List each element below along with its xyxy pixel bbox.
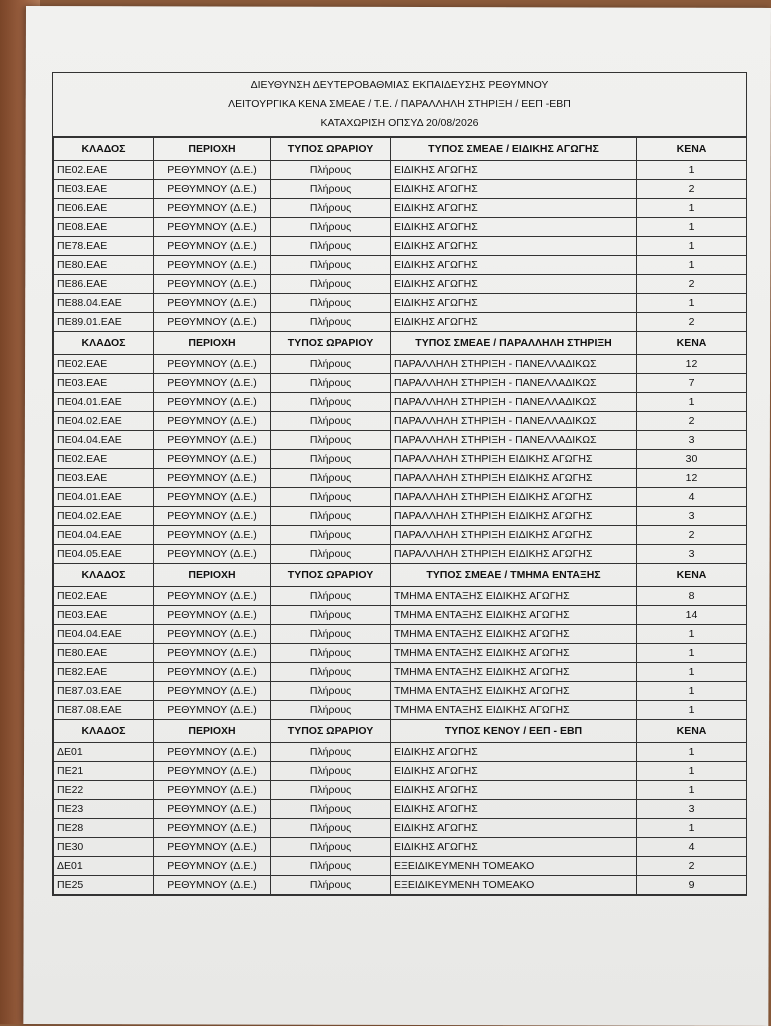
cell-vacancies: 1: [637, 256, 747, 275]
cell-unit-type: ΕΙΔΙΚΗΣ ΑΓΩΓΗΣ: [391, 781, 637, 800]
cell-unit-type: ΕΙΔΙΚΗΣ ΑΓΩΓΗΣ: [391, 313, 637, 332]
cell-branch: ΠΕ78.ΕΑΕ: [54, 237, 154, 256]
cell-vacancies: 1: [637, 701, 747, 720]
column-header-region: ΠΕΡΙΟΧΗ: [154, 720, 271, 743]
cell-schedule-type: Πλήρους: [271, 545, 391, 564]
cell-vacancies: 4: [637, 838, 747, 857]
cell-region: ΡΕΘΥΜΝΟΥ (Δ.Ε.): [154, 161, 271, 180]
cell-branch: ΔΕ01: [54, 743, 154, 762]
cell-region: ΡΕΘΥΜΝΟΥ (Δ.Ε.): [154, 393, 271, 412]
column-header-branch: ΚΛΑΔΟΣ: [54, 564, 154, 587]
cell-schedule-type: Πλήρους: [271, 743, 391, 762]
cell-schedule-type: Πλήρους: [271, 876, 391, 895]
vacancies-table: [53, 137, 747, 895]
cell-unit-type: ΠΑΡΑΛΛΗΛΗ ΣΤΗΡΙΞΗ - ΠΑΝΕΛΛΑΔΙΚΩΣ: [391, 412, 637, 431]
column-header-schedule-type: ΤΥΠΟΣ ΩΡΑΡΙΟΥ: [271, 720, 391, 743]
cell-vacancies: 1: [637, 237, 747, 256]
cell-branch: ΠΕ04.02.ΕΑΕ: [54, 412, 154, 431]
column-header-vacancies: ΚΕΝΑ: [637, 564, 747, 587]
cell-branch: ΠΕ02.ΕΑΕ: [54, 587, 154, 606]
table-row: [54, 374, 747, 393]
cell-branch: ΠΕ86.ΕΑΕ: [54, 275, 154, 294]
cell-unit-type: ΠΑΡΑΛΛΗΛΗ ΣΤΗΡΙΞΗ - ΠΑΝΕΛΛΑΔΙΚΩΣ: [391, 355, 637, 374]
cell-branch: ΠΕ30: [54, 838, 154, 857]
table-row: [54, 180, 747, 199]
cell-unit-type: ΤΜΗΜΑ ΕΝΤΑΞΗΣ ΕΙΔΙΚΗΣ ΑΓΩΓΗΣ: [391, 644, 637, 663]
cell-region: ΡΕΘΥΜΝΟΥ (Δ.Ε.): [154, 743, 271, 762]
cell-region: ΡΕΘΥΜΝΟΥ (Δ.Ε.): [154, 237, 271, 256]
cell-region: ΡΕΘΥΜΝΟΥ (Δ.Ε.): [154, 218, 271, 237]
cell-region: ΡΕΘΥΜΝΟΥ (Δ.Ε.): [154, 762, 271, 781]
column-header-region: ΠΕΡΙΟΧΗ: [154, 138, 271, 161]
cell-vacancies: 14: [637, 606, 747, 625]
cell-vacancies: 2: [637, 857, 747, 876]
cell-schedule-type: Πλήρους: [271, 450, 391, 469]
cell-vacancies: 2: [637, 180, 747, 199]
cell-unit-type: ΠΑΡΑΛΛΗΛΗ ΣΤΗΡΙΞΗ ΕΙΔΙΚΗΣ ΑΓΩΓΗΣ: [391, 469, 637, 488]
table-row: [54, 644, 747, 663]
table-row: [54, 701, 747, 720]
cell-region: ΡΕΘΥΜΝΟΥ (Δ.Ε.): [154, 606, 271, 625]
cell-schedule-type: Πλήρους: [271, 161, 391, 180]
cell-vacancies: 2: [637, 275, 747, 294]
column-header-branch: ΚΛΑΔΟΣ: [54, 332, 154, 355]
cell-branch: ΠΕ02.ΕΑΕ: [54, 355, 154, 374]
cell-unit-type: ΤΜΗΜΑ ΕΝΤΑΞΗΣ ΕΙΔΙΚΗΣ ΑΓΩΓΗΣ: [391, 663, 637, 682]
cell-region: ΡΕΘΥΜΝΟΥ (Δ.Ε.): [154, 412, 271, 431]
cell-unit-type: ΕΙΔΙΚΗΣ ΑΓΩΓΗΣ: [391, 199, 637, 218]
cell-region: ΡΕΘΥΜΝΟΥ (Δ.Ε.): [154, 644, 271, 663]
cell-branch: ΠΕ04.02.ΕΑΕ: [54, 507, 154, 526]
cell-schedule-type: Πλήρους: [271, 526, 391, 545]
table-row: [54, 161, 747, 180]
cell-unit-type: ΤΜΗΜΑ ΕΝΤΑΞΗΣ ΕΙΔΙΚΗΣ ΑΓΩΓΗΣ: [391, 625, 637, 644]
cell-unit-type: ΤΜΗΜΑ ΕΝΤΑΞΗΣ ΕΙΔΙΚΗΣ ΑΓΩΓΗΣ: [391, 606, 637, 625]
header-line-title: ΛΕΙΤΟΥΡΓΙΚΑ ΚΕΝΑ ΣΜΕΑΕ / Τ.Ε. / ΠΑΡΑΛΛΗΛΗ ΣΤΗΡΙΞΗ / ΕΕΠ -ΕΒΠ: [228, 98, 571, 110]
cell-unit-type: ΠΑΡΑΛΛΗΛΗ ΣΤΗΡΙΞΗ ΕΙΔΙΚΗΣ ΑΓΩΓΗΣ: [391, 545, 637, 564]
cell-schedule-type: Πλήρους: [271, 237, 391, 256]
cell-vacancies: 9: [637, 876, 747, 895]
table-row: [54, 469, 747, 488]
vacancies-table-body: [54, 138, 747, 895]
cell-branch: ΠΕ28: [54, 819, 154, 838]
cell-region: ΡΕΘΥΜΝΟΥ (Δ.Ε.): [154, 199, 271, 218]
cell-region: ΡΕΘΥΜΝΟΥ (Δ.Ε.): [154, 800, 271, 819]
table-row: [54, 275, 747, 294]
table-row: [54, 743, 747, 762]
cell-schedule-type: Πλήρους: [271, 800, 391, 819]
table-row: [54, 355, 747, 374]
cell-region: ΡΕΘΥΜΝΟΥ (Δ.Ε.): [154, 587, 271, 606]
cell-vacancies: 12: [637, 355, 747, 374]
cell-region: ΡΕΘΥΜΝΟΥ (Δ.Ε.): [154, 431, 271, 450]
cell-vacancies: 1: [637, 781, 747, 800]
cell-unit-type: ΕΙΔΙΚΗΣ ΑΓΩΓΗΣ: [391, 237, 637, 256]
cell-schedule-type: Πλήρους: [271, 606, 391, 625]
cell-unit-type: ΕΙΔΙΚΗΣ ΑΓΩΓΗΣ: [391, 256, 637, 275]
cell-branch: ΠΕ02.ΕΑΕ: [54, 161, 154, 180]
cell-unit-type: ΕΙΔΙΚΗΣ ΑΓΩΓΗΣ: [391, 743, 637, 762]
cell-schedule-type: Πλήρους: [271, 313, 391, 332]
cell-vacancies: 1: [637, 218, 747, 237]
cell-branch: ΠΕ23: [54, 800, 154, 819]
table-row: [54, 237, 747, 256]
cell-vacancies: 1: [637, 199, 747, 218]
column-header-schedule-type: ΤΥΠΟΣ ΩΡΑΡΙΟΥ: [271, 138, 391, 161]
cell-schedule-type: Πλήρους: [271, 781, 391, 800]
cell-schedule-type: Πλήρους: [271, 663, 391, 682]
cell-vacancies: 8: [637, 587, 747, 606]
table-row: [54, 682, 747, 701]
cell-branch: ΠΕ22: [54, 781, 154, 800]
table-row: [54, 545, 747, 564]
cell-schedule-type: Πλήρους: [271, 819, 391, 838]
cell-region: ΡΕΘΥΜΝΟΥ (Δ.Ε.): [154, 256, 271, 275]
cell-schedule-type: Πλήρους: [271, 180, 391, 199]
cell-region: ΡΕΘΥΜΝΟΥ (Δ.Ε.): [154, 507, 271, 526]
cell-schedule-type: Πλήρους: [271, 412, 391, 431]
cell-branch: ΠΕ80.ΕΑΕ: [54, 644, 154, 663]
cell-vacancies: 3: [637, 545, 747, 564]
cell-vacancies: 3: [637, 800, 747, 819]
table-row: [54, 431, 747, 450]
table-row: [54, 587, 747, 606]
table-row: [54, 762, 747, 781]
table-row: [54, 393, 747, 412]
column-header-unit-type: ΤΥΠΟΣ ΣΜΕΑΕ / ΠΑΡΑΛΛΗΛΗ ΣΤΗΡΙΞΗ: [391, 332, 637, 355]
table-row: [54, 781, 747, 800]
cell-branch: ΔΕ01: [54, 857, 154, 876]
cell-vacancies: 1: [637, 393, 747, 412]
column-header-region: ΠΕΡΙΟΧΗ: [154, 332, 271, 355]
cell-unit-type: ΠΑΡΑΛΛΗΛΗ ΣΤΗΡΙΞΗ ΕΙΔΙΚΗΣ ΑΓΩΓΗΣ: [391, 488, 637, 507]
cell-schedule-type: Πλήρους: [271, 294, 391, 313]
column-header-schedule-type: ΤΥΠΟΣ ΩΡΑΡΙΟΥ: [271, 564, 391, 587]
column-header-unit-type: ΤΥΠΟΣ ΣΜΕΑΕ / ΤΜΗΜΑ ΕΝΤΑΞΗΣ: [391, 564, 637, 587]
cell-unit-type: ΠΑΡΑΛΛΗΛΗ ΣΤΗΡΙΞΗ ΕΙΔΙΚΗΣ ΑΓΩΓΗΣ: [391, 507, 637, 526]
cell-branch: ΠΕ03.ΕΑΕ: [54, 469, 154, 488]
cell-branch: ΠΕ87.03.ΕΑΕ: [54, 682, 154, 701]
cell-unit-type: ΠΑΡΑΛΛΗΛΗ ΣΤΗΡΙΞΗ - ΠΑΝΕΛΛΑΔΙΚΩΣ: [391, 393, 637, 412]
vacancies-document: [52, 72, 747, 896]
cell-vacancies: 1: [637, 819, 747, 838]
cell-branch: ΠΕ88.04.ΕΑΕ: [54, 294, 154, 313]
cell-region: ΡΕΘΥΜΝΟΥ (Δ.Ε.): [154, 545, 271, 564]
table-row: [54, 663, 747, 682]
cell-unit-type: ΠΑΡΑΛΛΗΛΗ ΣΤΗΡΙΞΗ ΕΙΔΙΚΗΣ ΑΓΩΓΗΣ: [391, 526, 637, 545]
cell-vacancies: 1: [637, 161, 747, 180]
column-header-vacancies: ΚΕΝΑ: [637, 720, 747, 743]
cell-branch: ΠΕ82.ΕΑΕ: [54, 663, 154, 682]
cell-branch: ΠΕ06.ΕΑΕ: [54, 199, 154, 218]
table-row: [54, 857, 747, 876]
cell-branch: ΠΕ25: [54, 876, 154, 895]
cell-unit-type: ΤΜΗΜΑ ΕΝΤΑΞΗΣ ΕΙΔΙΚΗΣ ΑΓΩΓΗΣ: [391, 701, 637, 720]
cell-branch: ΠΕ03.ΕΑΕ: [54, 606, 154, 625]
cell-region: ΡΕΘΥΜΝΟΥ (Δ.Ε.): [154, 488, 271, 507]
cell-schedule-type: Πλήρους: [271, 199, 391, 218]
table-row: [54, 412, 747, 431]
cell-branch: ΠΕ04.04.ΕΑΕ: [54, 526, 154, 545]
cell-branch: ΠΕ04.04.ΕΑΕ: [54, 431, 154, 450]
cell-region: ΡΕΘΥΜΝΟΥ (Δ.Ε.): [154, 180, 271, 199]
cell-schedule-type: Πλήρους: [271, 682, 391, 701]
cell-region: ΡΕΘΥΜΝΟΥ (Δ.Ε.): [154, 682, 271, 701]
cell-unit-type: ΕΙΔΙΚΗΣ ΑΓΩΓΗΣ: [391, 838, 637, 857]
cell-branch: ΠΕ02.ΕΑΕ: [54, 450, 154, 469]
header-line-directorate: ΔΙΕΥΘΥΝΣΗ ΔΕΥΤΕΡΟΒΑΘΜΙΑΣ ΕΚΠΑΙΔΕΥΣΗΣ ΡΕΘΥΜΝΟΥ: [250, 79, 549, 91]
header-line-date: ΚΑΤΑΧΩΡΙΣΗ ΟΠΣΥΔ 20/08/2026: [320, 117, 479, 129]
cell-schedule-type: Πλήρους: [271, 587, 391, 606]
cell-branch: ΠΕ04.01.ΕΑΕ: [54, 393, 154, 412]
table-row: [54, 526, 747, 545]
section-header-row: [54, 564, 747, 587]
table-row: [54, 819, 747, 838]
cell-schedule-type: Πλήρους: [271, 507, 391, 526]
cell-branch: ΠΕ03.ΕΑΕ: [54, 180, 154, 199]
cell-region: ΡΕΘΥΜΝΟΥ (Δ.Ε.): [154, 374, 271, 393]
cell-schedule-type: Πλήρους: [271, 644, 391, 663]
cell-schedule-type: Πλήρους: [271, 701, 391, 720]
table-row: [54, 294, 747, 313]
column-header-unit-type: ΤΥΠΟΣ ΣΜΕΑΕ / ΕΙΔΙΚΗΣ ΑΓΩΓΗΣ: [391, 138, 637, 161]
cell-schedule-type: Πλήρους: [271, 838, 391, 857]
table-row: [54, 313, 747, 332]
cell-schedule-type: Πλήρους: [271, 374, 391, 393]
cell-unit-type: ΤΜΗΜΑ ΕΝΤΑΞΗΣ ΕΙΔΙΚΗΣ ΑΓΩΓΗΣ: [391, 587, 637, 606]
cell-unit-type: ΕΞΕΙΔΙΚΕΥΜΕΝΗ ΤΟΜΕΑΚΟ: [391, 857, 637, 876]
cell-region: ΡΕΘΥΜΝΟΥ (Δ.Ε.): [154, 857, 271, 876]
cell-region: ΡΕΘΥΜΝΟΥ (Δ.Ε.): [154, 450, 271, 469]
cell-schedule-type: Πλήρους: [271, 393, 391, 412]
section-header-row: [54, 138, 747, 161]
cell-schedule-type: Πλήρους: [271, 256, 391, 275]
table-row: [54, 606, 747, 625]
cell-region: ΡΕΘΥΜΝΟΥ (Δ.Ε.): [154, 701, 271, 720]
cell-vacancies: 1: [637, 294, 747, 313]
cell-schedule-type: Πλήρους: [271, 218, 391, 237]
table-row: [54, 625, 747, 644]
table-row: [54, 800, 747, 819]
cell-unit-type: ΕΙΔΙΚΗΣ ΑΓΩΓΗΣ: [391, 800, 637, 819]
cell-vacancies: 1: [637, 625, 747, 644]
table-row: [54, 488, 747, 507]
cell-schedule-type: Πλήρους: [271, 857, 391, 876]
cell-unit-type: ΕΙΔΙΚΗΣ ΑΓΩΓΗΣ: [391, 275, 637, 294]
table-row: [54, 256, 747, 275]
cell-region: ΡΕΘΥΜΝΟΥ (Δ.Ε.): [154, 313, 271, 332]
cell-vacancies: 1: [637, 663, 747, 682]
cell-unit-type: ΕΙΔΙΚΗΣ ΑΓΩΓΗΣ: [391, 218, 637, 237]
cell-vacancies: 2: [637, 412, 747, 431]
section-header-row: [54, 332, 747, 355]
cell-schedule-type: Πλήρους: [271, 431, 391, 450]
cell-vacancies: 1: [637, 644, 747, 663]
cell-unit-type: ΤΜΗΜΑ ΕΝΤΑΞΗΣ ΕΙΔΙΚΗΣ ΑΓΩΓΗΣ: [391, 682, 637, 701]
cell-branch: ΠΕ87.08.ΕΑΕ: [54, 701, 154, 720]
cell-branch: ΠΕ80.ΕΑΕ: [54, 256, 154, 275]
cell-region: ΡΕΘΥΜΝΟΥ (Δ.Ε.): [154, 625, 271, 644]
cell-region: ΡΕΘΥΜΝΟΥ (Δ.Ε.): [154, 838, 271, 857]
cell-unit-type: ΕΙΔΙΚΗΣ ΑΓΩΓΗΣ: [391, 161, 637, 180]
cell-vacancies: 30: [637, 450, 747, 469]
cell-branch: ΠΕ04.04.ΕΑΕ: [54, 625, 154, 644]
cell-branch: ΠΕ04.05.ΕΑΕ: [54, 545, 154, 564]
cell-vacancies: 1: [637, 743, 747, 762]
cell-unit-type: ΠΑΡΑΛΛΗΛΗ ΣΤΗΡΙΞΗ - ΠΑΝΕΛΛΑΔΙΚΩΣ: [391, 431, 637, 450]
cell-vacancies: 3: [637, 431, 747, 450]
cell-region: ΡΕΘΥΜΝΟΥ (Δ.Ε.): [154, 275, 271, 294]
column-header-branch: ΚΛΑΔΟΣ: [54, 720, 154, 743]
table-row: [54, 450, 747, 469]
table-row: [54, 507, 747, 526]
cell-branch: ΠΕ21: [54, 762, 154, 781]
cell-schedule-type: Πλήρους: [271, 469, 391, 488]
column-header-branch: ΚΛΑΔΟΣ: [54, 138, 154, 161]
cell-vacancies: 7: [637, 374, 747, 393]
cell-schedule-type: Πλήρους: [271, 275, 391, 294]
cell-branch: ΠΕ89.01.ΕΑΕ: [54, 313, 154, 332]
cell-schedule-type: Πλήρους: [271, 762, 391, 781]
cell-unit-type: ΕΞΕΙΔΙΚΕΥΜΕΝΗ ΤΟΜΕΑΚΟ: [391, 876, 637, 895]
table-row: [54, 838, 747, 857]
cell-region: ΡΕΘΥΜΝΟΥ (Δ.Ε.): [154, 355, 271, 374]
cell-schedule-type: Πλήρους: [271, 355, 391, 374]
column-header-vacancies: ΚΕΝΑ: [637, 138, 747, 161]
document-header: [53, 73, 746, 137]
table-row: [54, 199, 747, 218]
cell-vacancies: 1: [637, 762, 747, 781]
cell-unit-type: ΕΙΔΙΚΗΣ ΑΓΩΓΗΣ: [391, 294, 637, 313]
cell-region: ΡΕΘΥΜΝΟΥ (Δ.Ε.): [154, 294, 271, 313]
column-header-unit-type: ΤΥΠΟΣ ΚΕΝΟΥ / ΕΕΠ - ΕΒΠ: [391, 720, 637, 743]
cell-unit-type: ΕΙΔΙΚΗΣ ΑΓΩΓΗΣ: [391, 180, 637, 199]
cell-unit-type: ΠΑΡΑΛΛΗΛΗ ΣΤΗΡΙΞΗ - ΠΑΝΕΛΛΑΔΙΚΩΣ: [391, 374, 637, 393]
column-header-schedule-type: ΤΥΠΟΣ ΩΡΑΡΙΟΥ: [271, 332, 391, 355]
cell-vacancies: 1: [637, 682, 747, 701]
cell-branch: ΠΕ04.01.ΕΑΕ: [54, 488, 154, 507]
cell-schedule-type: Πλήρους: [271, 625, 391, 644]
cell-branch: ΠΕ03.ΕΑΕ: [54, 374, 154, 393]
table-row: [54, 218, 747, 237]
table-row: [54, 876, 747, 895]
cell-region: ΡΕΘΥΜΝΟΥ (Δ.Ε.): [154, 526, 271, 545]
cell-vacancies: 3: [637, 507, 747, 526]
cell-unit-type: ΕΙΔΙΚΗΣ ΑΓΩΓΗΣ: [391, 819, 637, 838]
cell-vacancies: 2: [637, 313, 747, 332]
cell-vacancies: 4: [637, 488, 747, 507]
cell-unit-type: ΠΑΡΑΛΛΗΛΗ ΣΤΗΡΙΞΗ ΕΙΔΙΚΗΣ ΑΓΩΓΗΣ: [391, 450, 637, 469]
column-header-vacancies: ΚΕΝΑ: [637, 332, 747, 355]
column-header-region: ΠΕΡΙΟΧΗ: [154, 564, 271, 587]
cell-branch: ΠΕ08.ΕΑΕ: [54, 218, 154, 237]
cell-unit-type: ΕΙΔΙΚΗΣ ΑΓΩΓΗΣ: [391, 762, 637, 781]
cell-schedule-type: Πλήρους: [271, 488, 391, 507]
cell-region: ΡΕΘΥΜΝΟΥ (Δ.Ε.): [154, 663, 271, 682]
cell-vacancies: 2: [637, 526, 747, 545]
cell-region: ΡΕΘΥΜΝΟΥ (Δ.Ε.): [154, 469, 271, 488]
cell-region: ΡΕΘΥΜΝΟΥ (Δ.Ε.): [154, 819, 271, 838]
cell-region: ΡΕΘΥΜΝΟΥ (Δ.Ε.): [154, 876, 271, 895]
cell-region: ΡΕΘΥΜΝΟΥ (Δ.Ε.): [154, 781, 271, 800]
cell-vacancies: 12: [637, 469, 747, 488]
section-header-row: [54, 720, 747, 743]
